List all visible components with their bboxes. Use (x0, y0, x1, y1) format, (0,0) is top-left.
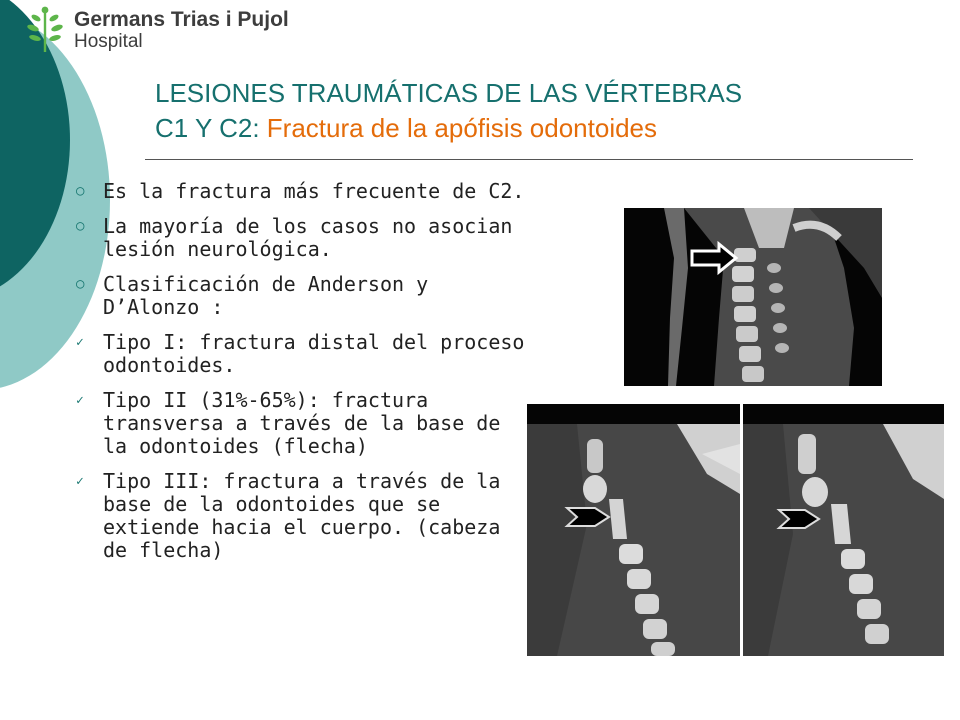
ct-image-coronal-left (527, 404, 740, 656)
bullet-item (58, 215, 528, 261)
bullet-item (58, 273, 528, 319)
title-divider (145, 159, 913, 160)
checkmark-bullet-icon: ✓ (76, 474, 84, 489)
circle-bullet-icon: ○ (76, 183, 85, 199)
circle-bullet-icon: ○ (76, 276, 85, 292)
circle-bullet-icon: ○ (76, 218, 85, 234)
hospital-logo (24, 6, 294, 54)
title-line-2 (155, 111, 935, 146)
bullet-list (58, 180, 528, 574)
title-line-2-prefix: C1 Y C2: (155, 113, 267, 143)
plant-logo-icon (24, 6, 68, 54)
bullet-item (58, 331, 528, 377)
bullet-text: Es la fractura más frecuente de C2. (103, 179, 525, 203)
bullet-item (58, 389, 528, 458)
hospital-name: Germans Trias i Pujol (74, 8, 289, 31)
ct-image-sagittal (624, 208, 882, 386)
bullet-text: Tipo III: fractura a través de la base de la odontoides que se extiende hacia el cuerpo. (cabeza de flecha) (103, 469, 501, 562)
checkmark-bullet-icon: ✓ (76, 393, 84, 408)
hospital-subtitle: Hospital (74, 31, 143, 52)
bullet-item (58, 470, 528, 562)
title-line-1: LESIONES TRAUMÁTICAS DE LAS VÉRTEBRAS (155, 78, 743, 108)
bullet-text: La mayoría de los casos no asocian lesión neurológica. (103, 214, 513, 261)
slide-title (155, 76, 935, 146)
bullet-text: Clasificación de Anderson y D’Alonzo : (103, 272, 429, 319)
bullet-text: Tipo I: fractura distal del proceso odontoides. (103, 330, 525, 377)
bullet-item (58, 180, 528, 203)
bullet-text: Tipo II (31%-65%): fractura transversa a través de la base de la odontoides (flecha) (103, 388, 501, 458)
ct-image-coronal-right (743, 404, 944, 656)
title-highlight: Fractura de la apófisis odontoides (266, 113, 658, 143)
checkmark-bullet-icon: ✓ (76, 335, 84, 350)
